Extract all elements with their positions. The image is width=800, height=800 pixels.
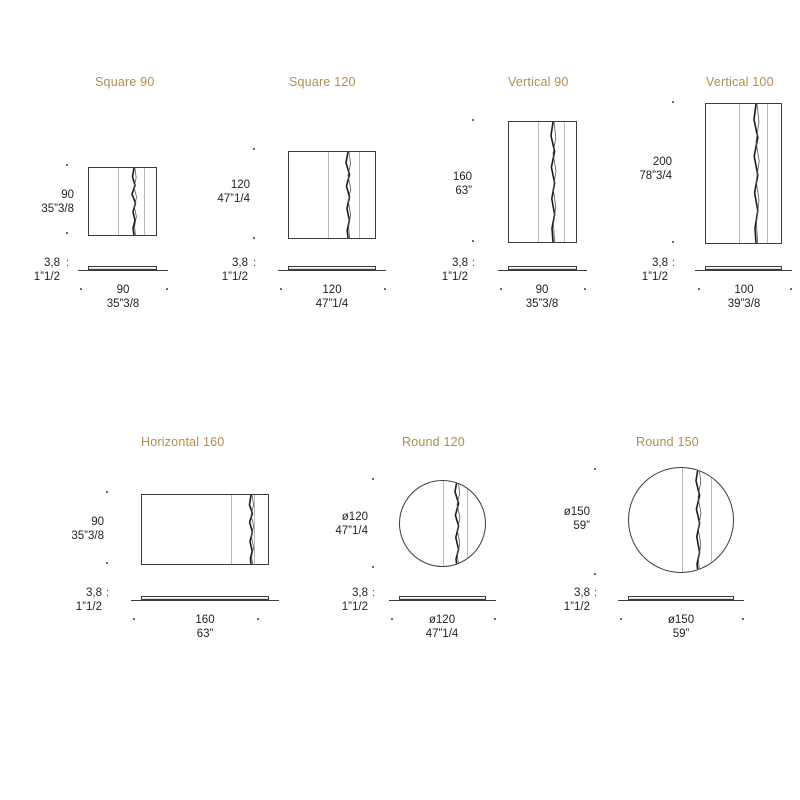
depth-dimension: 3,8 1”1/2 bbox=[33, 257, 60, 283]
dimension-dots: : bbox=[472, 257, 476, 269]
tick-mark bbox=[472, 240, 474, 242]
width-dimension: 120 47”1/4 bbox=[315, 284, 349, 310]
tick-mark bbox=[494, 618, 496, 620]
depth-dimension: 3,8 1”1/2 bbox=[341, 587, 368, 613]
depth-dimension: 3,8 1”1/2 bbox=[441, 257, 468, 283]
product-title: Square 90 bbox=[95, 75, 155, 89]
dimension-dots: : bbox=[66, 257, 70, 269]
height-dimension: ø150 59” bbox=[563, 506, 590, 532]
tick-mark bbox=[257, 618, 259, 620]
tick-mark bbox=[472, 119, 474, 121]
crack-detail bbox=[341, 152, 355, 238]
front-elevation bbox=[288, 151, 376, 239]
tick-mark bbox=[106, 562, 108, 564]
tick-mark bbox=[372, 566, 374, 568]
crack-detail bbox=[127, 168, 141, 235]
dimension-dots: : bbox=[372, 587, 376, 599]
crack-detail bbox=[749, 104, 763, 243]
tick-mark bbox=[66, 232, 68, 234]
tick-mark bbox=[253, 237, 255, 239]
front-elevation bbox=[88, 167, 157, 236]
front-elevation bbox=[705, 103, 782, 244]
dimension-dots: : bbox=[253, 257, 257, 269]
width-dimension: 90 35”3/8 bbox=[525, 284, 559, 310]
dimension-dots: : bbox=[672, 257, 676, 269]
product-title: Round 120 bbox=[402, 435, 465, 449]
tick-mark bbox=[620, 618, 622, 620]
front-elevation bbox=[628, 467, 734, 573]
crack-detail bbox=[691, 468, 705, 572]
width-dimension: 160 63” bbox=[195, 614, 215, 640]
plan-view-floor-line bbox=[131, 600, 279, 601]
height-dimension: 90 35”3/8 bbox=[41, 189, 74, 215]
depth-dimension: 3,8 1”1/2 bbox=[641, 257, 668, 283]
height-dimension: ø120 47”1/4 bbox=[335, 511, 368, 537]
width-dimension: ø120 47”1/4 bbox=[425, 614, 459, 640]
tick-mark bbox=[594, 468, 596, 470]
tick-mark bbox=[66, 164, 68, 166]
tick-mark bbox=[133, 618, 135, 620]
depth-dimension: 3,8 1”1/2 bbox=[563, 587, 590, 613]
plan-view-floor-line bbox=[498, 270, 587, 271]
tick-mark bbox=[672, 241, 674, 243]
tick-mark bbox=[106, 491, 108, 493]
tick-mark bbox=[742, 618, 744, 620]
tick-mark bbox=[384, 288, 386, 290]
depth-dimension: 3,8 1”1/2 bbox=[75, 587, 102, 613]
front-elevation bbox=[399, 480, 486, 567]
front-elevation bbox=[508, 121, 577, 243]
tick-mark bbox=[672, 101, 674, 103]
height-dimension: 200 78”3/4 bbox=[639, 156, 672, 182]
plan-view-floor-line bbox=[618, 600, 744, 601]
product-title: Horizontal 160 bbox=[141, 435, 225, 449]
tick-mark bbox=[594, 573, 596, 575]
plan-view-floor-line bbox=[78, 270, 168, 271]
depth-dimension: 3,8 1”1/2 bbox=[221, 257, 248, 283]
product-title: Vertical 90 bbox=[508, 75, 569, 89]
front-elevation bbox=[141, 494, 269, 565]
height-dimension: 160 63” bbox=[452, 171, 472, 197]
tick-mark bbox=[372, 478, 374, 480]
product-title: Square 120 bbox=[289, 75, 356, 89]
dimension-dots: : bbox=[594, 587, 598, 599]
product-title: Vertical 100 bbox=[706, 75, 774, 89]
crack-detail bbox=[546, 122, 560, 242]
width-dimension: 90 35”3/8 bbox=[106, 284, 140, 310]
plan-view-floor-line bbox=[695, 270, 792, 271]
height-dimension: 90 35”3/8 bbox=[71, 516, 104, 542]
plan-view-floor-line bbox=[278, 270, 386, 271]
crack-detail bbox=[450, 481, 464, 566]
plan-view-floor-line bbox=[389, 600, 496, 601]
width-dimension: ø150 59” bbox=[667, 614, 695, 640]
width-dimension: 100 39”3/8 bbox=[727, 284, 761, 310]
dimension-dots: : bbox=[106, 587, 110, 599]
tick-mark bbox=[253, 148, 255, 150]
height-dimension: 120 47”1/4 bbox=[217, 179, 250, 205]
product-title: Round 150 bbox=[636, 435, 699, 449]
